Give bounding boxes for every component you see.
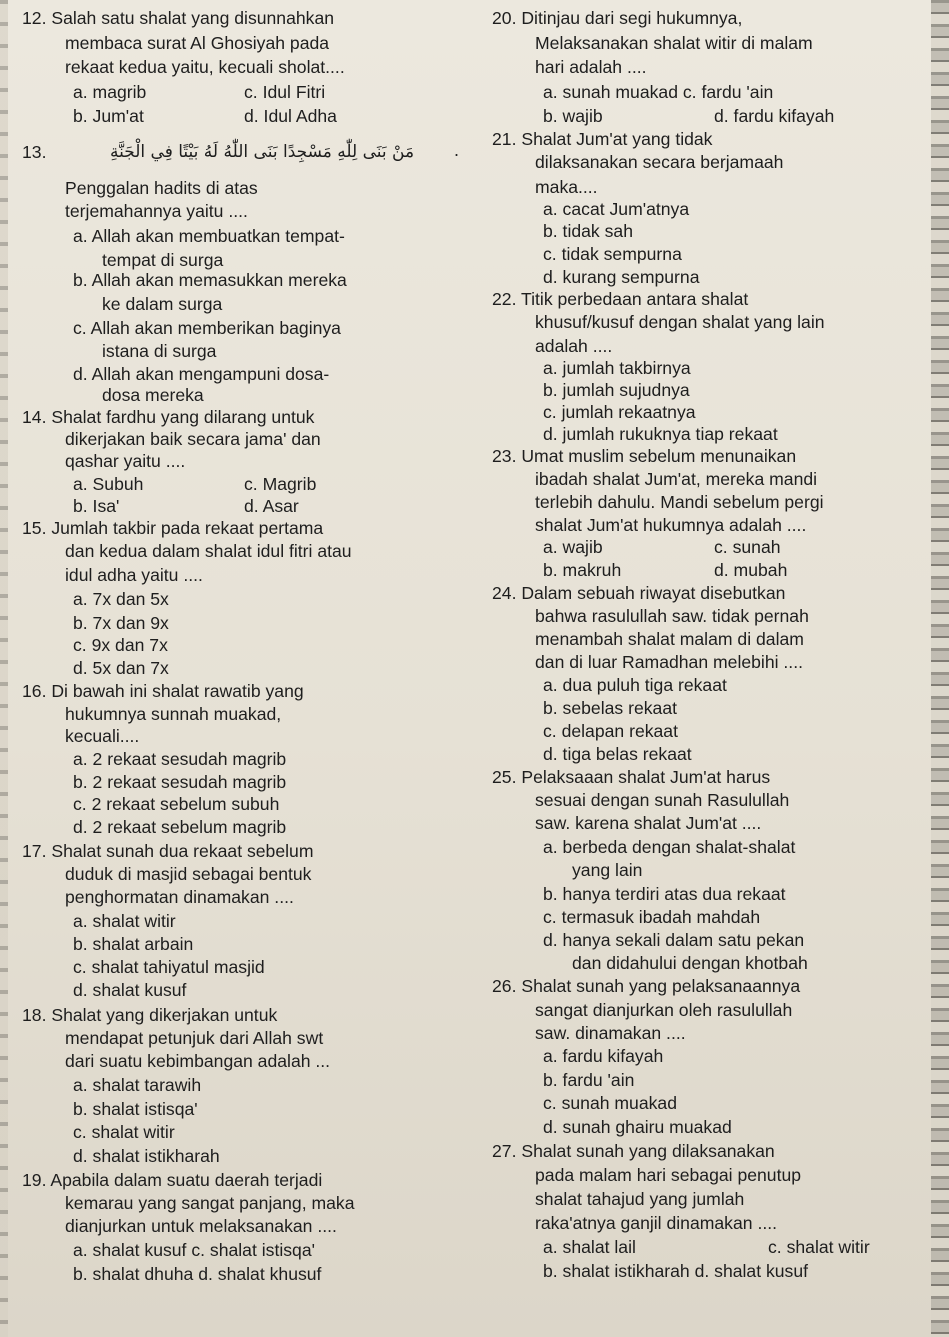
right-text-line: 25. Pelaksaaan shalat Jum'at harus bbox=[492, 767, 771, 787]
right-text-line: b. jumlah sujudnya bbox=[543, 380, 690, 400]
right-text-line: b. hanya terdiri atas dua rekaat bbox=[543, 884, 786, 904]
right-text-line: c. tidak sempurna bbox=[543, 244, 682, 264]
left-text-line: dosa mereka bbox=[102, 385, 204, 405]
left-text-line: d. Allah akan mengampuni dosa- bbox=[73, 364, 330, 384]
left-text-line: 13. bbox=[22, 142, 47, 162]
right-text-line: raka'atnya ganjil dinamakan .... bbox=[535, 1213, 777, 1233]
left-text-line: a. shalat kusuf c. shalat istisqa' bbox=[73, 1240, 315, 1260]
left-text-line: c. 2 rekaat sebelum subuh bbox=[73, 794, 280, 814]
right-text-line: a. wajib bbox=[543, 537, 603, 557]
left-text-line: duduk di masjid sebagai bentuk bbox=[65, 864, 312, 884]
left-text-line: b. 7x dan 9x bbox=[73, 613, 169, 633]
left-text-line: terjemahannya yaitu .... bbox=[65, 201, 248, 221]
left-text-line: b. Jum'at bbox=[73, 106, 144, 126]
left-text-line: a. Subuh bbox=[73, 474, 144, 494]
arabic-hadith-text: مَنْ بَنَى لِلّٰهِ مَسْجِدًا بَنَى اللّٰهُ لَهُ بَيْتًا فِي الْجَنَّةِ bbox=[110, 142, 415, 162]
right-text-line: b. fardu 'ain bbox=[543, 1070, 635, 1090]
right-text-line: hari adalah .... bbox=[535, 57, 647, 77]
right-text-line: sesuai dengan sunah Rasulullah bbox=[535, 790, 790, 810]
left-text-line: membaca surat Al Ghosiyah pada bbox=[65, 33, 330, 53]
right-binding-edge bbox=[931, 0, 949, 1337]
right-text-line: d. sunah ghairu muakad bbox=[543, 1117, 732, 1137]
left-text-line: a. Allah akan membuatkan tempat- bbox=[73, 226, 345, 246]
left-text-line: d. Asar bbox=[244, 496, 299, 516]
left-text-line: a. shalat witir bbox=[73, 911, 176, 931]
right-text-line: menambah shalat malam di dalam bbox=[535, 629, 804, 649]
left-text-line: qashar yaitu .... bbox=[65, 451, 186, 471]
right-text-line: maka.... bbox=[535, 177, 598, 197]
right-text-line: 27. Shalat sunah yang dilaksanakan bbox=[492, 1141, 775, 1161]
left-text-line: c. shalat tahiyatul masjid bbox=[73, 957, 265, 977]
left-text-line: d. 2 rekaat sebelum magrib bbox=[73, 817, 287, 837]
right-text-line: d. kurang sempurna bbox=[543, 267, 700, 287]
left-text-line: b. Isa' bbox=[73, 496, 120, 516]
left-text-line: dianjurkan untuk melaksanakan .... bbox=[65, 1216, 337, 1236]
right-text-line: a. sunah muakad c. fardu 'ain bbox=[543, 82, 774, 102]
right-text-line: c. sunah muakad bbox=[543, 1093, 677, 1113]
left-binding-edge bbox=[0, 0, 8, 1337]
left-text-line: kecuali.... bbox=[65, 726, 140, 746]
left-text-line: b. Allah akan memasukkan mereka bbox=[73, 270, 347, 290]
right-text-line: saw. karena shalat Jum'at .... bbox=[535, 813, 762, 833]
right-text-line: shalat tahajud yang jumlah bbox=[535, 1189, 745, 1209]
left-text-line: penghormatan dinamakan .... bbox=[65, 887, 294, 907]
left-text-line: 17. Shalat sunah dua rekaat sebelum bbox=[22, 841, 314, 861]
right-text-line: 23. Umat muslim sebelum menunaikan bbox=[492, 446, 797, 466]
right-text-line: c. shalat witir bbox=[768, 1237, 870, 1257]
right-text-line: d. hanya sekali dalam satu pekan bbox=[543, 930, 805, 950]
right-text-line: adalah .... bbox=[535, 336, 613, 356]
left-text-line: istana di surga bbox=[102, 341, 217, 361]
right-text-line: dilaksanakan secara berjamaah bbox=[535, 152, 784, 172]
left-text-line: dari suatu kebimbangan adalah ... bbox=[65, 1051, 331, 1071]
left-text-line: c. Allah akan memberikan baginya bbox=[73, 318, 341, 338]
left-text-line: c. Magrib bbox=[244, 474, 317, 494]
right-text-line: c. termasuk ibadah mahdah bbox=[543, 907, 761, 927]
left-text-line: Penggalan hadits di atas bbox=[65, 178, 258, 198]
right-text-line: a. fardu kifayah bbox=[543, 1046, 664, 1066]
right-text-line: sangat dianjurkan oleh rasulullah bbox=[535, 1000, 793, 1020]
right-text-line: b. tidak sah bbox=[543, 221, 633, 241]
left-text-line: d. Idul Adha bbox=[244, 106, 337, 126]
right-text-line: 21. Shalat Jum'at yang tidak bbox=[492, 129, 713, 149]
left-text-line: mendapat petunjuk dari Allah swt bbox=[65, 1028, 324, 1048]
right-text-line: d. tiga belas rekaat bbox=[543, 744, 692, 764]
right-text-line: b. shalat istikharah d. shalat kusuf bbox=[543, 1261, 809, 1281]
left-text-line: b. shalat istisqa' bbox=[73, 1099, 198, 1119]
right-text-line: Melaksanakan shalat witir di malam bbox=[535, 33, 813, 53]
left-text-line: 12. Salah satu shalat yang disunnahkan bbox=[22, 8, 335, 28]
left-text-line: d. 5x dan 7x bbox=[73, 658, 169, 678]
left-text-line: dikerjakan baik secara jama' dan bbox=[65, 429, 321, 449]
right-text-line: dan didahului dengan khotbah bbox=[572, 953, 808, 973]
right-text-line: 26. Shalat sunah yang pelaksanaannya bbox=[492, 976, 801, 996]
right-text-line: c. jumlah rekaatnya bbox=[543, 402, 696, 422]
left-text-line: dan kedua dalam shalat idul fitri atau bbox=[65, 541, 352, 561]
right-text-line: pada malam hari sebagai penutup bbox=[535, 1165, 802, 1185]
right-text-line: a. shalat lail bbox=[543, 1237, 636, 1257]
right-text-line: a. berbeda dengan shalat-shalat bbox=[543, 837, 796, 857]
right-text-line: b. sebelas rekaat bbox=[543, 698, 677, 718]
left-text-line: a. 7x dan 5x bbox=[73, 589, 169, 609]
right-text-line: c. delapan rekaat bbox=[543, 721, 678, 741]
left-text-line: idul adha yaitu .... bbox=[65, 565, 203, 585]
right-text-line: b. makruh bbox=[543, 560, 622, 580]
right-text-line: d. fardu kifayah bbox=[714, 106, 835, 126]
left-text-line: 14. Shalat fardhu yang dilarang untuk bbox=[22, 407, 315, 427]
left-text-line: ke dalam surga bbox=[102, 294, 223, 314]
right-text-line: c. sunah bbox=[714, 537, 781, 557]
left-text-line: a. shalat tarawih bbox=[73, 1075, 202, 1095]
right-text-line: a. jumlah takbirnya bbox=[543, 358, 691, 378]
left-text-line: b. 2 rekaat sesudah magrib bbox=[73, 772, 287, 792]
right-text-line: ibadah shalat Jum'at, mereka mandi bbox=[535, 469, 818, 489]
right-text-line: 20. Ditinjau dari segi hukumnya, bbox=[492, 8, 743, 28]
right-text-line: terlebih dahulu. Mandi sebelum pergi bbox=[535, 492, 824, 512]
right-text-line: dan di luar Ramadhan melebihi .... bbox=[535, 652, 803, 672]
right-text-line: a. dua puluh tiga rekaat bbox=[543, 675, 727, 695]
left-text-line: 16. Di bawah ini shalat rawatib yang bbox=[22, 681, 304, 701]
left-text-line: c. shalat witir bbox=[73, 1122, 175, 1142]
left-text-line: 19. Apabila dalam suatu daerah terjadi bbox=[22, 1170, 323, 1190]
left-text-line: d. shalat istikharah bbox=[73, 1146, 220, 1166]
right-text-line: khusuf/kusuf dengan shalat yang lain bbox=[535, 312, 825, 332]
right-text-line: d. jumlah rukuknya tiap rekaat bbox=[543, 424, 778, 444]
left-text-line: d. shalat kusuf bbox=[73, 980, 187, 1000]
left-text-line: c. 9x dan 7x bbox=[73, 635, 168, 655]
right-text-line: shalat Jum'at hukumnya adalah .... bbox=[535, 515, 807, 535]
left-text-line: a. magrib bbox=[73, 82, 147, 102]
right-text-line: 22. Titik perbedaan antara shalat bbox=[492, 289, 749, 309]
right-text-line: bahwa rasulullah saw. tidak pernah bbox=[535, 606, 809, 626]
right-text-line: a. cacat Jum'atnya bbox=[543, 199, 690, 219]
arabic-dot: . bbox=[454, 140, 460, 160]
left-text-line: a. 2 rekaat sesudah magrib bbox=[73, 749, 287, 769]
left-text-line: b. shalat dhuha d. shalat khusuf bbox=[73, 1264, 322, 1284]
left-text-line: c. Idul Fitri bbox=[244, 82, 326, 102]
right-text-line: saw. dinamakan .... bbox=[535, 1023, 686, 1043]
left-text-line: rekaat kedua yaitu, kecuali sholat.... bbox=[65, 57, 345, 77]
left-text-line: 18. Shalat yang dikerjakan untuk bbox=[22, 1005, 278, 1025]
right-text-line: 24. Dalam sebuah riwayat disebutkan bbox=[492, 583, 786, 603]
left-text-line: 15. Jumlah takbir pada rekaat pertama bbox=[22, 518, 324, 538]
left-text-line: tempat di surga bbox=[102, 250, 224, 270]
right-text-line: yang lain bbox=[572, 860, 643, 880]
right-text-line: d. mubah bbox=[714, 560, 788, 580]
left-text-line: kemarau yang sangat panjang, maka bbox=[65, 1193, 355, 1213]
left-text-line: hukumnya sunnah muakad, bbox=[65, 704, 282, 724]
left-text-line: b. shalat arbain bbox=[73, 934, 194, 954]
right-text-line: b. wajib bbox=[543, 106, 603, 126]
